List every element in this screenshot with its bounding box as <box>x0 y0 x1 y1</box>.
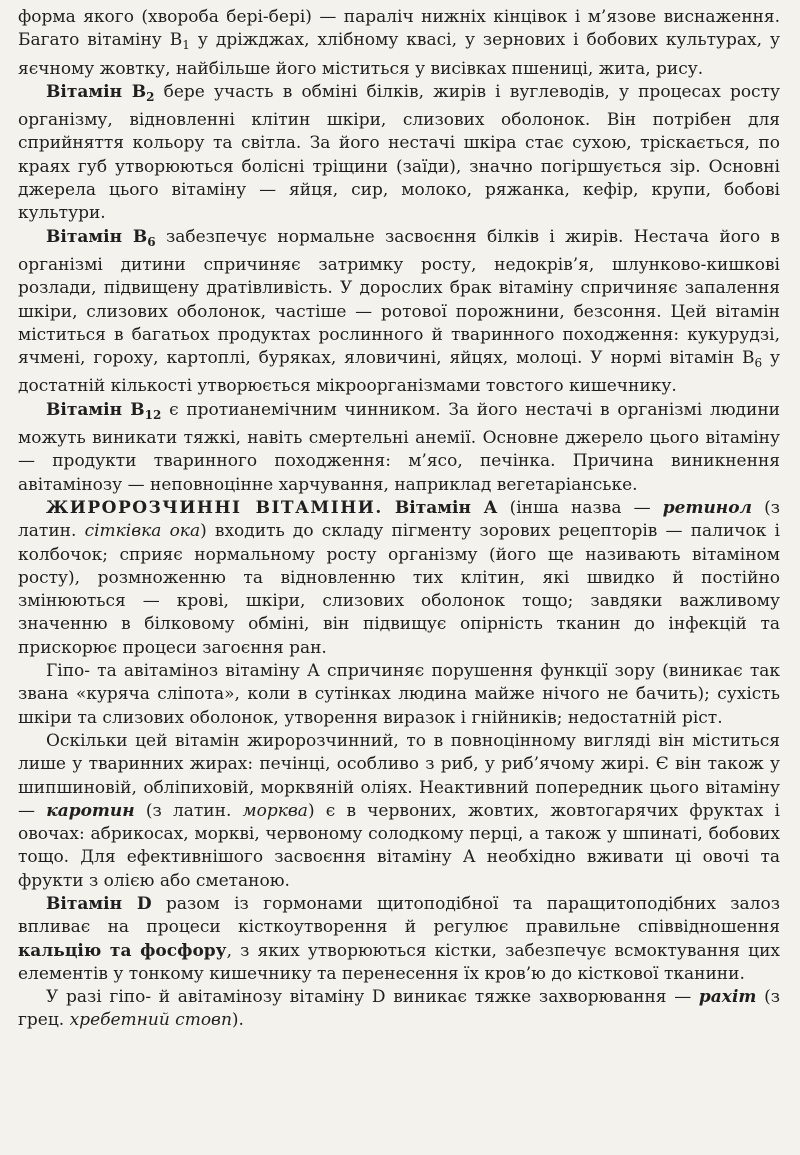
text-segment: 12 <box>144 407 162 422</box>
paragraph-vitamin-a-sources <box>18 730 780 893</box>
text-segment: 6 <box>147 234 156 249</box>
text-segment <box>383 498 395 518</box>
text-segment: Вітамін А <box>394 497 498 518</box>
text-segment: ) є в червоних, жовтих, жовтогарячих фруктах і овочах: абрикосах, моркві, червоному солодкому перці, а також у шпинаті, бобових тощо. Для ефективнішого засвоєння вітаміну А необхідно вживати ці овочі та фрукти з олією або сметаною. <box>18 800 780 891</box>
text-segment: ретинол <box>662 497 752 518</box>
paragraph-vitamin-b6 <box>18 226 780 399</box>
text-segment: (з грец. <box>18 987 780 1031</box>
paragraph-vitamin-a <box>18 497 780 660</box>
paragraph-rickets <box>18 986 780 1033</box>
text-segment: (інша назва — <box>497 497 663 518</box>
text-segment: (з латин. <box>18 497 781 542</box>
text-segment: 6 <box>754 356 763 371</box>
paragraph-vitamin-b1 <box>18 6 780 81</box>
text-segment: ). <box>231 1010 244 1031</box>
text-segment: забезпечує нормальне засвоєння білків і жирів. Нестача його в організмі дитини спричиняє затримку росту, недокрів’я, шлунково-кишкові розлади, підвищену дратівливість. У дорослих брак вітаміну спричиняє запалення шкіри, слизових оболонок, частіше — ротової порожнини, безсоння. Цей вітамін міститься в багатьох продуктах рослинного й тваринного походження: кукурудзі, ячмені, гороху, картоплі, буряках, яловичині, яйцях, молоці. У нормі вітамін В <box>18 226 780 369</box>
text-segment: сітківка ока <box>84 521 201 542</box>
text-segment: Вітамін D <box>46 893 152 914</box>
paragraph-vitamin-b12 <box>18 399 780 497</box>
text-segment: Гіпо- та авітаміноз вітаміну А спричиняє порушення функції зору (виникає так звана «куряча сліпота», коли в сутінках людина майже нічого не бачить); сухість шкіри та слизових оболонок, утворення виразок і гнійників; недостатній ріст. <box>18 661 780 728</box>
text-segment: Вітамін В <box>46 226 148 247</box>
text-segment: разом із гормонами щитоподібної та паращитоподібних залоз впливає на процеси кісткоутворення й регулює правильне співвідношення <box>18 893 780 938</box>
text-segment: , з яких утворюються кістки, забезпечує всмоктування цих елементів у тонкому кишечнику та перенесення їх кров’ю до кісткової тканини. <box>18 940 780 984</box>
text-segment: Оскільки цей вітамін жиророзчинний, то в повноцінному вигляді він міститься лише у тваринних жирах: печінці, особливо з риб, у риб’ячому жирі. Є він також у шипшиновій, обліпиховій, морквяній оліях. Неактивний попередник цього вітаміну — <box>18 730 780 821</box>
paragraph-vitamin-a-deficiency <box>18 660 780 730</box>
text-segment: у достатній кількості утворюється мікроорганізмами товстого кишечнику. <box>18 348 780 397</box>
text-segment: бере участь в обміні білків, жирів і вуглеводів, у процесах росту організму, відновленні клітин шкіри, слизових оболонок. Він потрібен для сприйняття кольору та світла. За його нестачі шкіра стає сухою, тріскається, по краях губ утворюються болісні тріщини (заїди), значно погіршується зір. Основні джерела цього вітаміну — яйця, сир, молоко, ряжанка, кефір, крупи, бобові культури. <box>18 81 780 224</box>
text-segment: форма якого (хвороба бері-бері) — параліч нижніх кінцівок і м’язове виснаження. Багато вітаміну В <box>18 7 780 51</box>
text-segment: (з латин. <box>134 800 243 821</box>
text-segment: є протианемічним чинником. За його нестачі в організмі людини можуть виникати тяжкі, навіть смертельні анемії. Основне джерело цього вітаміну — продукти тваринного походження: м’ясо, печінка. Причина виникнення авітамінозу — неповноцінне харчування, наприклад вегетаріанське. <box>18 399 780 495</box>
text-segment: морква <box>242 800 308 821</box>
text-segment: ) входить до складу пігменту зорових рецепторів — паличок і колбочок; сприяє нормальному росту організму (його ще називають вітаміном росту), розмноженню та відновленню тих клітин, які швидко й постійно змінюються — крові, шкіри, слизових оболонок тощо; завдяки важливому значенню в білковому обміні, він підвищує опірність тканин до інфекцій та прискорює процеси загоєння ран. <box>18 521 780 658</box>
text-segment: 2 <box>146 89 155 104</box>
text-segment: Вітамін В <box>46 81 147 102</box>
text-segment: каротин <box>46 800 135 821</box>
text-segment: рахіт <box>698 987 757 1008</box>
text-segment: кальцію та фосфору <box>18 940 227 961</box>
text-segment: у дріжджах, хлібному квасі, у зернових і бобових культурах, у яєчному жовтку, найбільше його міститься у висівках пшениці, жита, рису. <box>18 30 780 79</box>
text-segment: У разі гіпо- й авітамінозу вітаміну D виникає тяжке захворювання — <box>46 987 699 1008</box>
text-segment: 1 <box>182 38 190 53</box>
paragraph-vitamin-b2 <box>18 81 780 226</box>
paragraph-vitamin-d <box>18 893 780 986</box>
text-segment: хребетний стовп <box>69 1010 232 1031</box>
text-segment: Вітамін В <box>46 399 145 420</box>
text-segment: ЖИРОРОЗЧИННІ ВІТАМІНИ. <box>46 497 383 518</box>
